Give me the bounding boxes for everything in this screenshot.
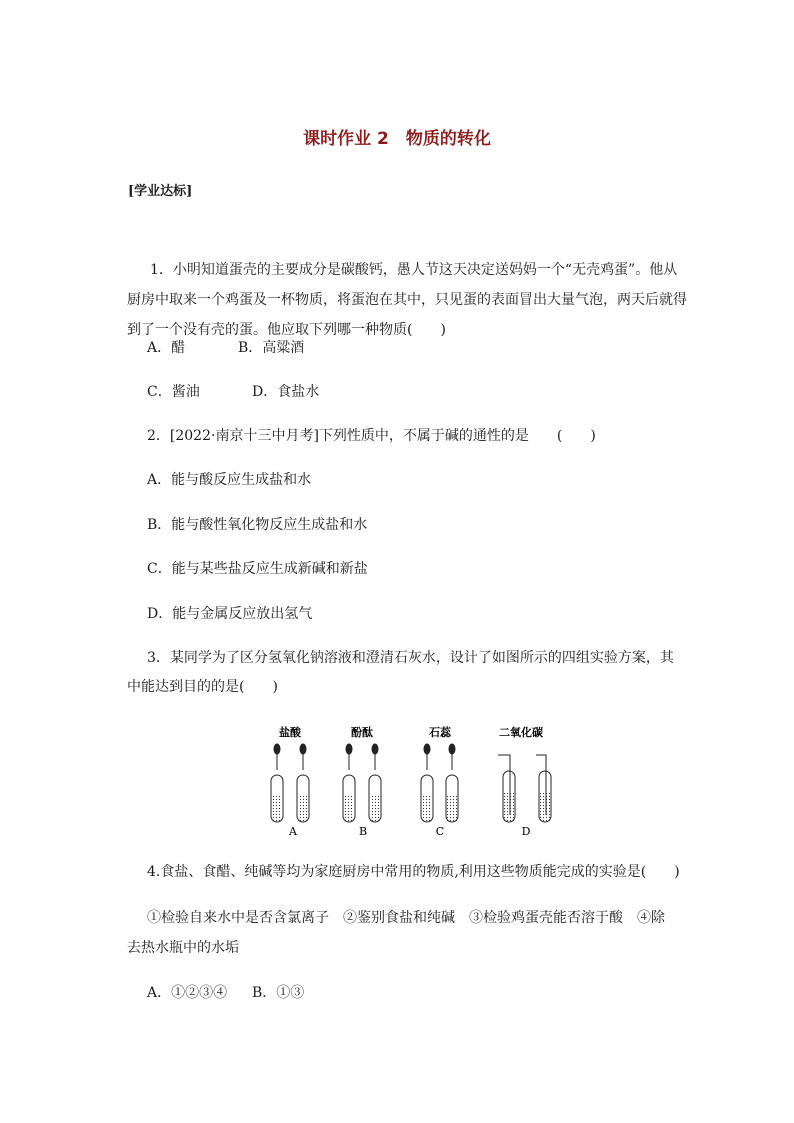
group-b-apparatus [343,744,381,822]
q1-option-c: C．酱油 [147,384,200,400]
q2-option-c: C．能与某些盐反应生成新碱和新盐 [147,561,368,577]
group-label-c: C [435,825,445,838]
q4-items-line-2: 去热水瓶中的水垢 [127,940,239,956]
q1-line-3: 到了一个没有壳的蛋。他应取下列哪一种物质( ) [127,322,446,338]
q2-stem: 2．[2022·南京十三中月考]下列性质中，不属于碱的通性的是 ( ) [147,428,596,444]
q1-line-1: 1．小明知道蛋壳的主要成分是碳酸钙，愚人节这天决定送妈妈一个“无壳鸡蛋”。他从 [150,262,678,278]
group-label-d: D [521,825,531,838]
q1-option-d: D．食盐水 [252,384,320,400]
group-a-apparatus [271,744,309,822]
reagent-label-phenolphthalein: 酚酞 [351,726,373,739]
q4-option-b: B．①③ [252,985,305,1001]
group-label-b: B [358,825,368,838]
group-c-apparatus [421,744,458,822]
q2-option-b: B．能与酸性氧化物反应生成盐和水 [147,517,368,533]
q1-option-a: A．醋 [147,340,186,356]
q2-option-d: D．能与金属反应放出氢气 [147,606,313,622]
q4-items-line-1: ①检验自来水中是否含氯离子 ②鉴别食盐和纯碱 ③检验鸡蛋壳能否溶于酸 ④除 [147,910,665,926]
q3-line-2: 中能达到目的的是( ) [127,679,278,695]
q4-option-a: A．①②③④ [147,985,228,1001]
experiment-figure [260,723,560,838]
q2-option-a: A．能与酸反应生成盐和水 [147,472,312,488]
group-label-a: A [289,825,297,838]
q1-option-b: B．高粱酒 [238,340,305,356]
q1-line-2: 厨房中取来一个鸡蛋及一杯物质，将蛋泡在其中，只见蛋的表面冒出大量气泡，两天后就得 [127,292,687,308]
q4-stem: 4.食盐、食醋、纯碱等均为家庭厨房中常用的物质,利用这些物质能完成的实验是( ) [147,864,680,880]
reagent-label-hydrochloric-acid: 盐酸 [279,726,301,739]
section-heading: [学业达标] [128,184,193,199]
group-d-apparatus [498,755,551,822]
q3-line-1: 3．某同学为了区分氢氧化钠溶液和澄清石灰水，设计了如图所示的四组实验方案，其 [147,650,674,666]
page-title: 课时作业 2 物质的转化 [303,129,491,149]
reagent-label-litmus: 石蕊 [429,726,451,739]
reagent-label-carbon-dioxide: 二氧化碳 [499,726,543,739]
